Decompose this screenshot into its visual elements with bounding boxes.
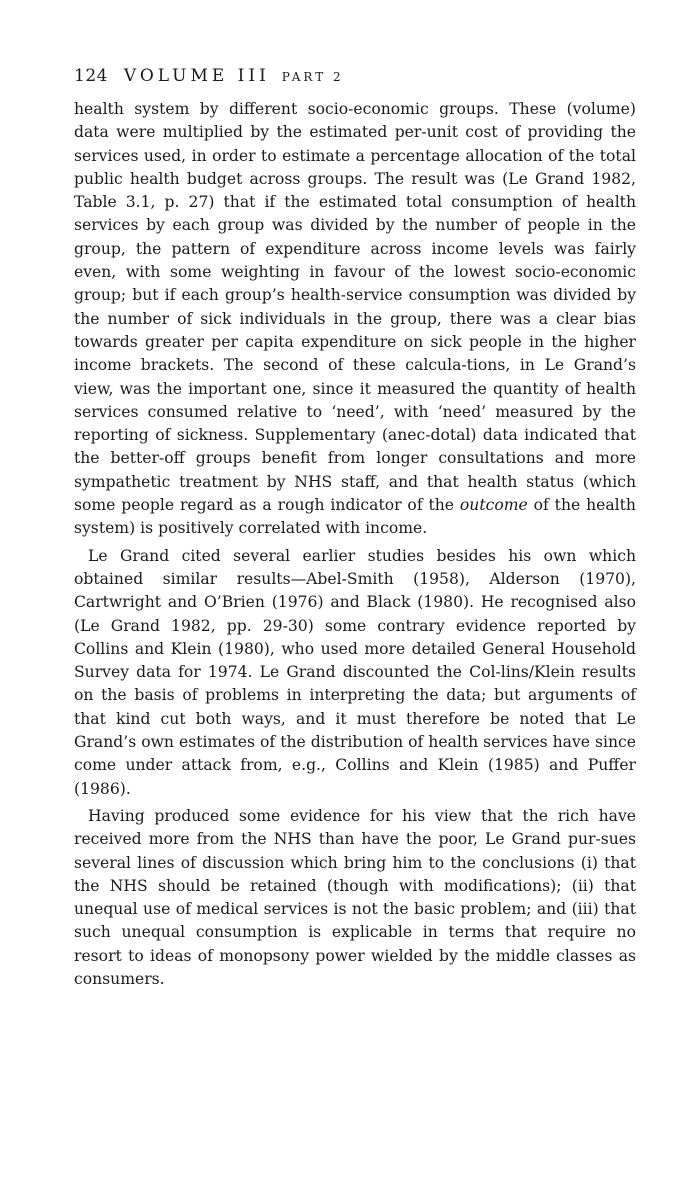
paragraph-1-emphasis: outcome — [459, 496, 528, 515]
running-head — [74, 62, 636, 90]
paragraph-1-text-a: health system by different socio-economic groups. These (volume) data were multiplied by the estimated per-unit cost of providing the services used, in order to estimate a percentage allocation of the total public health budget across groups. The result was (Le Grand 1982, Table 3.1, p. 27) that if the estimated total consumption of health services by each group was divided by the number of people in the group, the pattern of expenditure across income levels was fairly even, with some weighting in favour of the lowest socio-economic group; but if each group’s health-service consumption was divided by the number of sick individuals in the group, there was a clear bias towards greater per capita expenditure on sick people in the higher income brackets. The second of these calcula-tions, in Le Grand’s view, was the important one, since it measured the quantity of health services consumed relative to ‘need’, with ‘need’ measured by the reporting of sickness. Supplementary (anec-dotal) data indicated that the better-off groups benefit from longer consultations and more sympathetic treatment by NHS staff, and that health status (which some people regard as a rough indicator of the — [74, 100, 636, 515]
volume-label: VOLUME III — [123, 66, 270, 86]
part-label: PART 2 — [281, 70, 344, 84]
paragraph-1 — [74, 98, 636, 541]
paragraph-1-text-b: of the health system) is positively correlated with income. — [74, 496, 636, 538]
book-page — [74, 62, 636, 995]
paragraph-2: Le Grand cited several earlier studies besides his own which obtained similar results—Abel-Smith (1958), Alderson (1970), Cartwright and O’Brien (1976) and Black (1980). He recognised also (Le Grand 1982, pp. 29-30) some contrary evidence reported by Collins and Klein (1980), who used more detailed General Household Survey data for 1974. Le Grand discounted the Col-lins/Klein results on the basis of problems in interpreting the data; but arguments of that kind cut both ways, and it must therefore be noted that Le Grand’s own estimates of the distribution of health services have since come under attack from, e.g., Collins and Klein (1985) and Puffer (1986). — [74, 546, 636, 798]
page-number: 124 — [74, 66, 108, 86]
paragraph-3: Having produced some evidence for his view that the rich have received more from the NHS than have the poor, Le Grand pur-sues several lines of discussion which bring him to the conclusions (i) that the NHS should be retained (though with modifications); (ii) that unequal use of medical services is not the basic problem; and (iii) that such unequal consumption is explicable in terms that require no resort to ideas of monopsony power wielded by the middle classes as consumers. — [74, 806, 636, 988]
